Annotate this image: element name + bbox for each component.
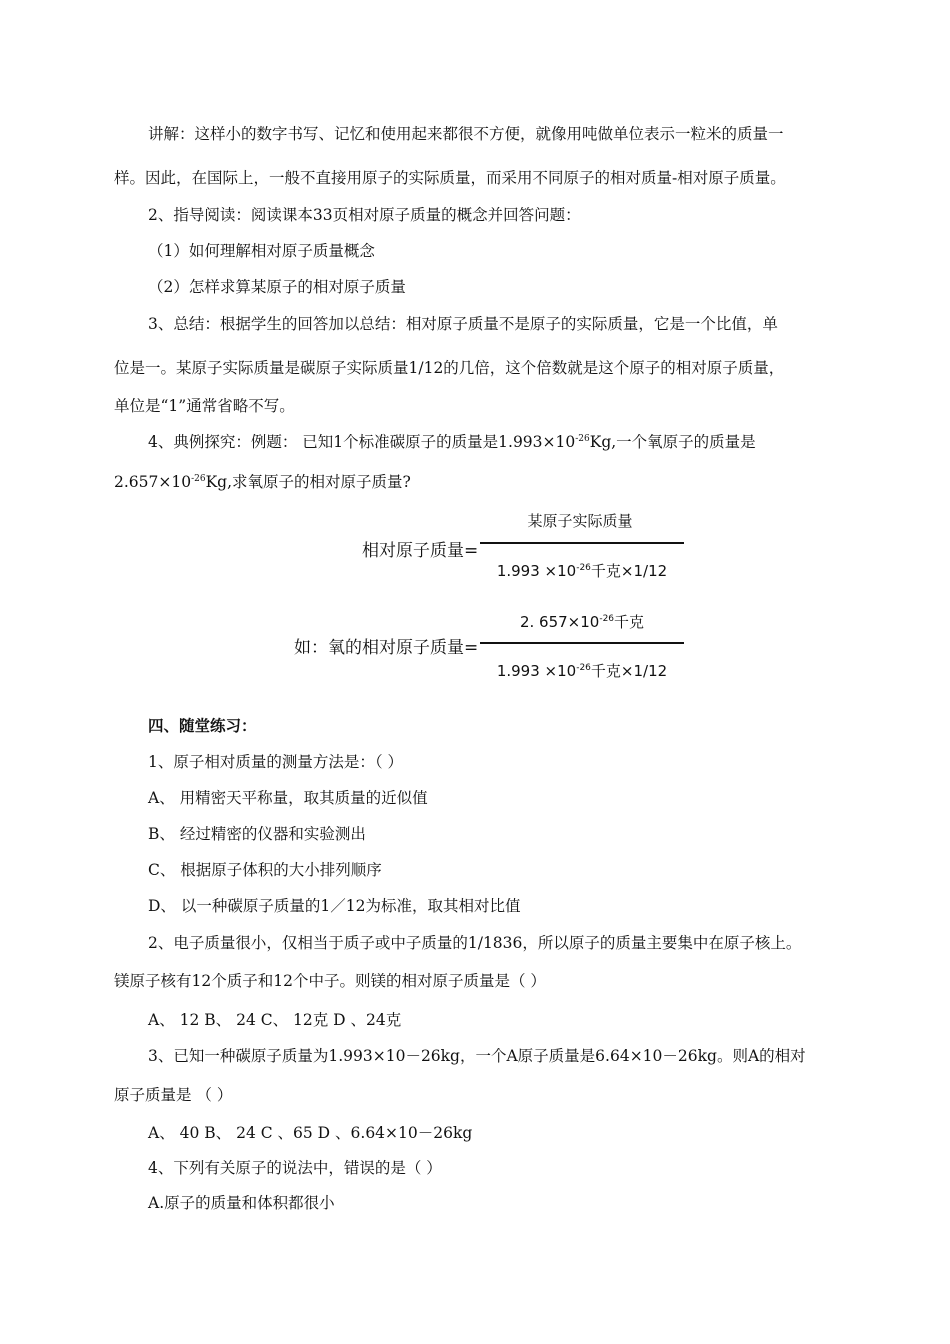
example-text-pre: 2.657×10: [114, 473, 192, 491]
exercise-q3-line-2: 原子质量是 （ ）: [114, 1086, 233, 1104]
exponent: -26: [576, 663, 591, 673]
formula-figure: [280, 500, 700, 690]
num-post: 千克: [614, 613, 645, 631]
den-pre: 1.993 ×10: [496, 562, 577, 580]
paragraph-guided-reading: 2、指导阅读：阅读课本33页相对原子质量的概念并回答问题：: [148, 206, 581, 224]
formula-2-label: 如：氧的相对原子质量=: [294, 638, 479, 658]
exercise-q3-options: A、 40 B、 24 C 、65 D 、6.64×10－26kg: [148, 1124, 473, 1142]
exercise-q1-option-c: C、 根据原子体积的大小排列顺序: [148, 861, 382, 879]
example-text-post: Kg,求氧原子的相对原子质量?: [205, 473, 411, 491]
exercise-q4-option-a: A.原子的质量和体积都很小: [148, 1194, 335, 1212]
exercise-q1-option-b: B、 经过精密的仪器和实验测出: [148, 825, 366, 843]
exponent: -26: [575, 434, 590, 444]
exercise-q1-option-a: A、 用精密天平称量，取其质量的近似值: [148, 789, 428, 807]
paragraph-summary-line-1: 3、总结：根据学生的回答加以总结：相对原子质量不是原子的实际质量，它是一个比值，单: [148, 315, 778, 333]
formula-1-fraction-bar: [480, 542, 684, 544]
paragraph-summary-line-3: 单位是“1”通常省略不写。: [114, 397, 295, 415]
exercise-q1-option-d: D、 以一种碳原子质量的1／12为标准，取其相对比值: [148, 897, 521, 915]
formula-2-denominator: [480, 660, 684, 681]
exercise-q3-line-1: 3、已知一种碳原子质量为1.993×10－26kg，一个A原子质量是6.64×10－26kg。则A的相对: [148, 1047, 806, 1065]
paragraph-explanation-line-2: 样。因此，在国际上，一般不直接用原子的实际质量，而采用不同原子的相对质量-相对原子质量。: [114, 169, 786, 187]
exercise-q2-line-2: 镁原子核有12个质子和12个中子。则镁的相对原子质量是（ ）: [114, 972, 546, 990]
exercise-q4: 4、下列有关原子的说法中，错误的是（ ）: [148, 1159, 442, 1177]
exercise-q2-line-1: 2、电子质量很小，仅相当于质子或中子质量的1/1836，所以原子的质量主要集中在原子核上。: [148, 934, 802, 952]
den-post: 千克×1/12: [590, 662, 668, 680]
num-pre: 2. 657×10: [519, 613, 600, 631]
section-heading-practice: 四、随堂练习：: [148, 716, 257, 735]
exponent: -26: [191, 474, 206, 484]
example-text-post: Kg,一个氧原子的质量是: [589, 433, 756, 451]
example-problem-line-1: [148, 432, 756, 452]
exponent: -26: [576, 563, 591, 573]
question-1-understanding: （1）如何理解相对原子质量概念: [148, 242, 375, 260]
formula-1-denominator: [480, 560, 684, 581]
paragraph-explanation-line-1: 讲解：这样小的数字书写、记忆和使用起来都很不方便，就像用吨做单位表示一粒米的质量一: [148, 125, 784, 143]
exercise-q2-options: A、 12 B、 24 C、 12克 D 、24克: [148, 1011, 402, 1029]
exercise-q1: 1、原子相对质量的测量方法是：（ ）: [148, 753, 404, 771]
paragraph-summary-line-2: 位是一。某原子实际质量是碳原子实际质量1/12的几倍，这个倍数就是这个原子的相对原子质量，: [114, 359, 785, 377]
question-2-calculation: （2）怎样求算某原子的相对原子质量: [148, 278, 406, 296]
example-text-pre: 4、典例探究：例题： 已知1个标准碳原子的质量是1.993×10: [148, 433, 576, 451]
den-pre: 1.993 ×10: [496, 662, 577, 680]
exponent: -26: [599, 614, 615, 624]
formula-1-numerator: 某原子实际质量: [527, 512, 633, 530]
den-post: 千克×1/12: [590, 562, 668, 580]
example-problem-line-2: [114, 472, 411, 492]
formula-1-label: 相对原子质量=: [362, 541, 479, 561]
formula-2-fraction-bar: [480, 642, 684, 644]
formula-2-numerator: [480, 611, 684, 632]
